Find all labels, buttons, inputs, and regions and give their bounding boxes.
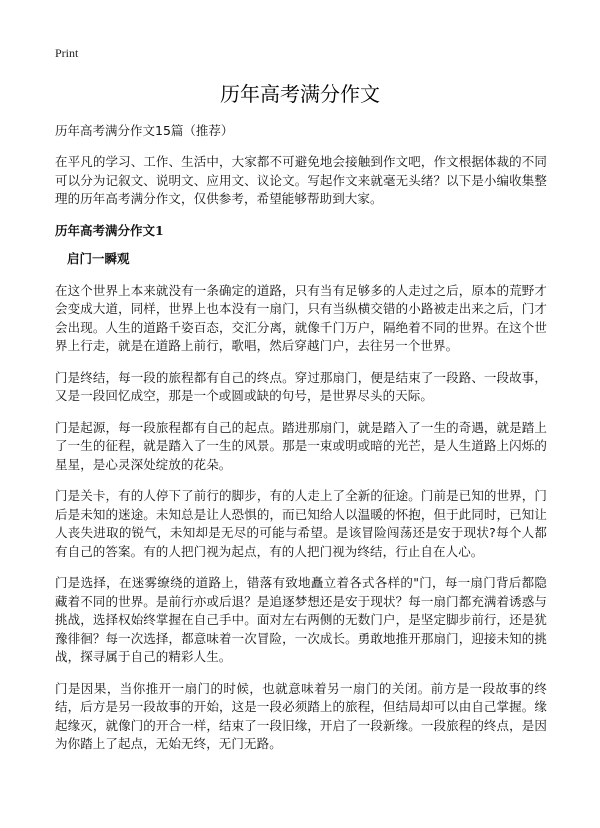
essay-paragraph: 在这个世界上本来就没有一条确定的道路，只有当有足够多的人走过之后，原本的荒野才会变成大道，同样，世界上也本没有一扇门，只有当纵横交错的小路被走出来之后，门才会出现。人生的道路千姿百态，交汇分离，就像千门万户，隔绝着不同的世界。在这个世界上行走，就是在道路上前行，歌唱，然后穿越门户，去往另一个世界。 [55,282,547,353]
essay-title: 启门一瞬观 [67,250,130,266]
essay-paragraph: 门是因果，当你推开一扇门的时候，也就意味着另一扇门的关闭。前方是一段故事的终结，后方是另一段故事的开始，这是一段必须踏上的旅程，但结局却可以由自己掌握。缘起缘灭，就像门的开合一样，结束了一段旧缘，开启了一段新缘。一段旅程的终点，是因为你踏上了起点，无始无终，无门无路。 [55,680,547,751]
essay-paragraph: 门是选择，在迷雾缭绕的道路上，错落有致地矗立着各式各样的"门，每一扇门背后都隐藏着不同的世界。是前行亦或后退？是追逐梦想还是安于现状？每一扇门都充满着诱惑与挑战，选择权始终掌握在自己手中。面对左右两侧的无数门户，是坚定脚步前行，还是犹豫徘徊？每一次选择，都意味着一次冒险，一次成长。勇敢地推开那扇门，迎接未知的挑战，探寻属于自己的精彩人生。 [55,575,547,664]
intro-paragraph: 在平凡的学习、工作、生活中，大家都不可避免地会接触到作文吧，作文根据体裁的不同可以分为记叙文、说明文、应用文、议论文。写起作文来就毫无头绪？以下是小编收集整理的历年高考满分作文，仅供参考，希望能够帮助到大家。 [55,154,547,206]
document-body [55,122,547,767]
essay-paragraph: 门是终结，每一段的旅程都有自己的终点。穿过那扇门，便是结束了一段路、一段故事，又是一段回忆成空，那是一个或圆或缺的句号，是世界尽头的天际。 [55,369,547,403]
document-subtitle: 历年高考满分作文15篇（推荐） [55,123,234,138]
section-heading: 历年高考满分作文1 [55,222,164,238]
page-title: 历年高考满分作文 [220,82,380,106]
essay-paragraph: 门是起源，每一段旅程都有自己的起点。踏进那扇门，就是踏入了一生的奇遇，就是踏上了一生的征程，就是踏入了一生的风景。那是一束或明或暗的光芒，是人生道路上闪烁的星星，是心灵深处绽放的花朵。 [55,419,547,472]
essay-paragraph: 门是关卡，有的人停下了前行的脚步，有的人走上了全新的征途。门前是已知的世界，门后是未知的迷途。未知总是让人恐惧的，而已知给人以温暖的怀抱，但于此同时，已知让人丧失进取的锐气，未知却是无尽的可能与希望。是该冒险闯荡还是安于现状?每个人都有自己的答案。有的人把门视为起点，有的人把门视为终结，行止自在人心。 [55,488,547,559]
print-label[interactable]: Print [55,46,79,60]
